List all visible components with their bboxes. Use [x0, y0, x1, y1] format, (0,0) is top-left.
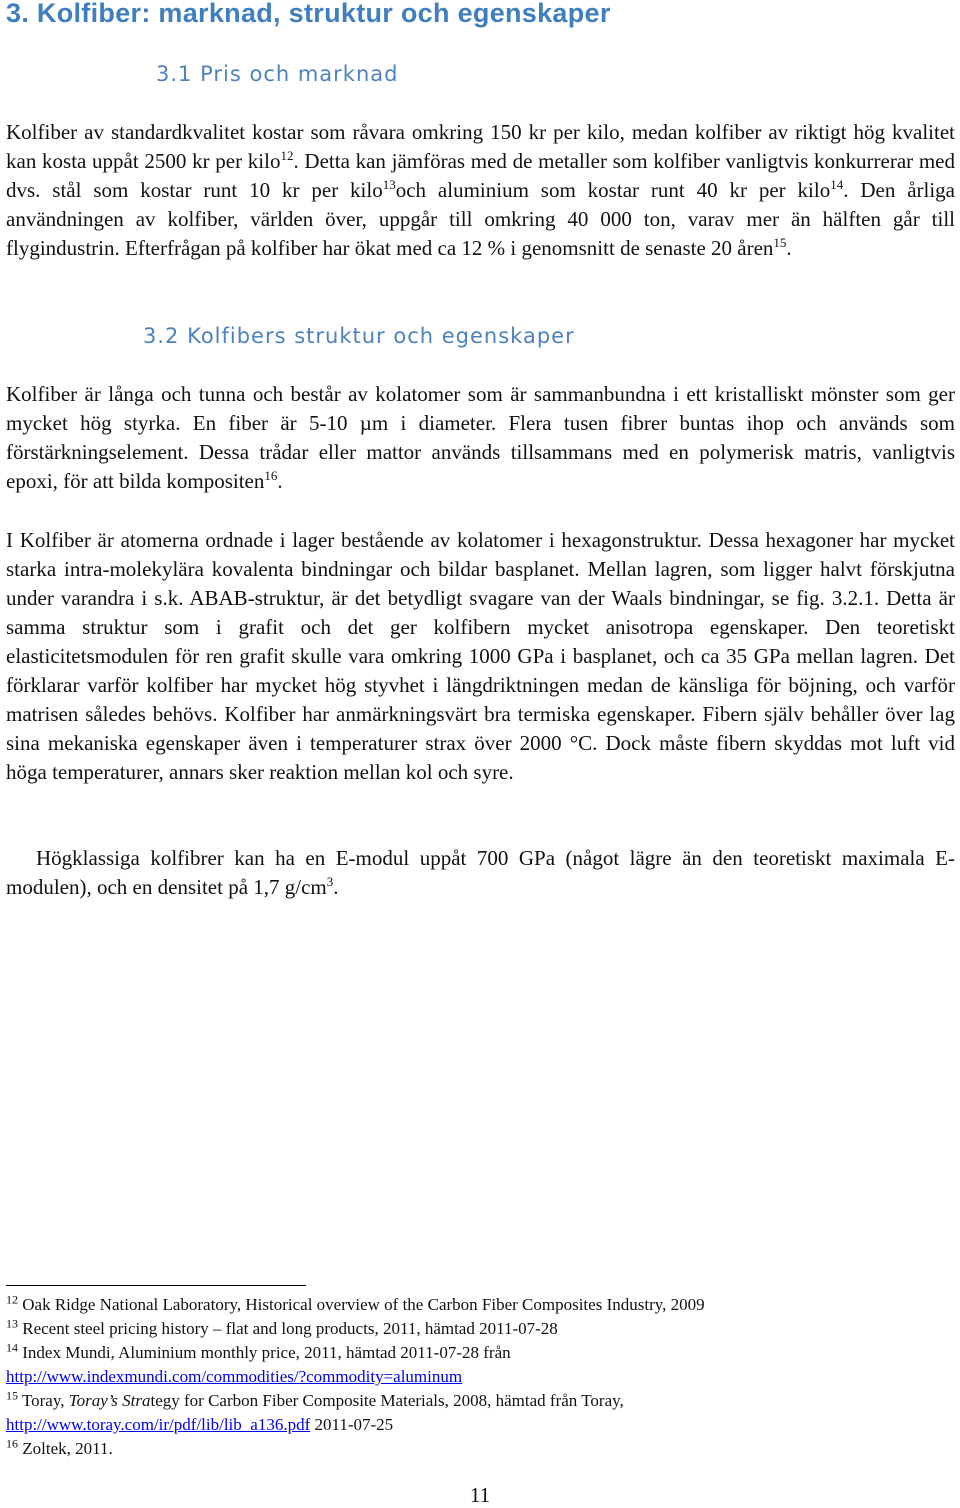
footnote-number: 14: [6, 1340, 18, 1355]
chapter-heading: 3. Kolfiber: marknad, struktur och egenskaper: [6, 0, 611, 28]
footnote-text: Toray,: [21, 1391, 69, 1410]
footnote-separator: [6, 1285, 306, 1286]
text-run: . Den årliga användningen av kolfiber, världen över, uppgår till omkring 40 000 ton, varav mer än hälften går till flygindustrin. Efterfrågan på kolfiber har ökat med ca 12 % i genomsnitt de senaste 20 åren: [6, 178, 955, 260]
text-run: och aluminium som kostar runt 40 kr per kilo: [395, 178, 831, 202]
text-run: Kolfiber är långa och tunna och består av kolatomer som är sammanbundna i ett kristalliskt mönster som ger mycket hög styrka. En fiber är 5-10 µm i diameter. Flera tusen fibrer buntas ihop och används som förstärkningselement. Dessa trådar eller mattor används tillsammans med en polymerisk matris, vanligtvis epoxi, för att bilda kompositen: [6, 382, 955, 493]
footnotes: [6, 1293, 946, 1461]
footnote-14-link-line: [6, 1365, 946, 1389]
footnote-number: 12: [6, 1292, 18, 1307]
footnote-ref-13[interactable]: 13: [382, 177, 396, 192]
footnote-italic-text: Toray’s Stra: [68, 1391, 151, 1410]
section-title: Pris och marknad: [200, 62, 399, 86]
footnote-text: Zoltek, 2011.: [22, 1439, 113, 1458]
footnote-15-link-line: [6, 1413, 946, 1437]
footnote-ref-12[interactable]: 12: [280, 148, 294, 163]
footnote-14: [6, 1341, 946, 1365]
price-market-paragraph: [6, 118, 955, 263]
footnote-16: [6, 1437, 946, 1461]
section-heading-3-2: [143, 324, 575, 348]
text-run: .: [786, 236, 792, 260]
text-run: . Detta kan jämföras med de metaller som kolfiber vanligtvis konkurrerar med dvs. stål som kostar runt 10 kr per kilo: [6, 149, 956, 202]
text-run: .: [333, 875, 339, 899]
section-heading-3-1: [156, 62, 398, 86]
footnote-13: [6, 1317, 946, 1341]
page-number: 11: [469, 1483, 491, 1507]
superscript: 3: [326, 874, 334, 889]
footnote-12: [6, 1293, 946, 1317]
footnote-number: 16: [6, 1436, 18, 1451]
structure-paragraph-2: I Kolfiber är atomerna ordnade i lager bestående av kolatomer i hexagonstruktur. Dessa hexagoner har mycket starka intra-molekylära kovalenta bindningar och bildar basplanet. Mellan lagren, som ligger halvt förskjutna under varandra i s.k. ABAB-struktur, är det betydligt svagare van der Waals bindningar, se fig. 3.2.1. Detta är samma struktur som i grafit och det ger kolfibern mycket anisotropa egenskaper. Den teoretiskt elasticitetsmodulen för ren grafit skulle vara omkring 1000 GPa i basplanet, och ca 35 GPa mellan lagren. Det förklarar varför kolfiber har mycket hög styvhet i längdriktningen medan de känsliga för böjning, och varför matrisen således behövs. Kolfiber har anmärkningsvärt bra termiska egenskaper. Fibern själv behåller över lag sina mekaniska egenskaper även i temperaturer strax över 2000 °C. Dock måste fibern skyddas mot luft vid höga temperaturer, annars sker reaktion mellan kol och syre.: [6, 528, 955, 784]
footnote-ref-16[interactable]: 16: [264, 468, 278, 483]
section-number: 3.2: [143, 324, 180, 348]
toray-link[interactable]: http://www.toray.com/ir/pdf/lib/lib_a136.pdf: [6, 1415, 311, 1434]
section-title: Kolfibers struktur och egenskaper: [187, 324, 575, 348]
footnote-number: 15: [6, 1388, 18, 1403]
footnote-text: Oak Ridge National Laboratory, Historical overview of the Carbon Fiber Composites Industry, 2009: [22, 1295, 705, 1314]
indexmundi-link[interactable]: http://www.indexmundi.com/commodities/?commodity=aluminum: [6, 1367, 463, 1386]
footnote-text: Recent steel pricing history – flat and long products, 2011, hämtad 2011-07-28: [22, 1319, 558, 1338]
footnote-date: 2011-07-25: [310, 1415, 394, 1434]
footnote-ref-14[interactable]: 14: [830, 177, 844, 192]
text-run: Kolfiber av standardkvalitet kostar som råvara omkring 150 kr per kilo, medan kolfiber av riktigt hög kvalitet kan kosta uppåt 2500 kr per kilo: [6, 120, 955, 173]
section-number: 3.1: [156, 62, 193, 86]
footnote-15: [6, 1389, 946, 1413]
text-run: Högklassiga kolfibrer kan ha en E-modul uppåt 700 GPa (något lägre än den teoretiskt maximala E-modulen), och en densitet på 1,7 g/cm: [6, 846, 955, 899]
footnote-text: tegy for Carbon Fiber Composite Materials, 2008, hämtad från Toray,: [150, 1391, 624, 1410]
footnote-text: Index Mundi, Aluminium monthly price, 2011, hämtad 2011-07-28 från: [22, 1343, 511, 1362]
footnote-ref-15[interactable]: 15: [773, 235, 787, 250]
text-run: .: [277, 469, 283, 493]
structure-paragraph-1: [6, 380, 955, 496]
structure-paragraph-3: [6, 844, 955, 902]
footnote-number: 13: [6, 1316, 18, 1331]
